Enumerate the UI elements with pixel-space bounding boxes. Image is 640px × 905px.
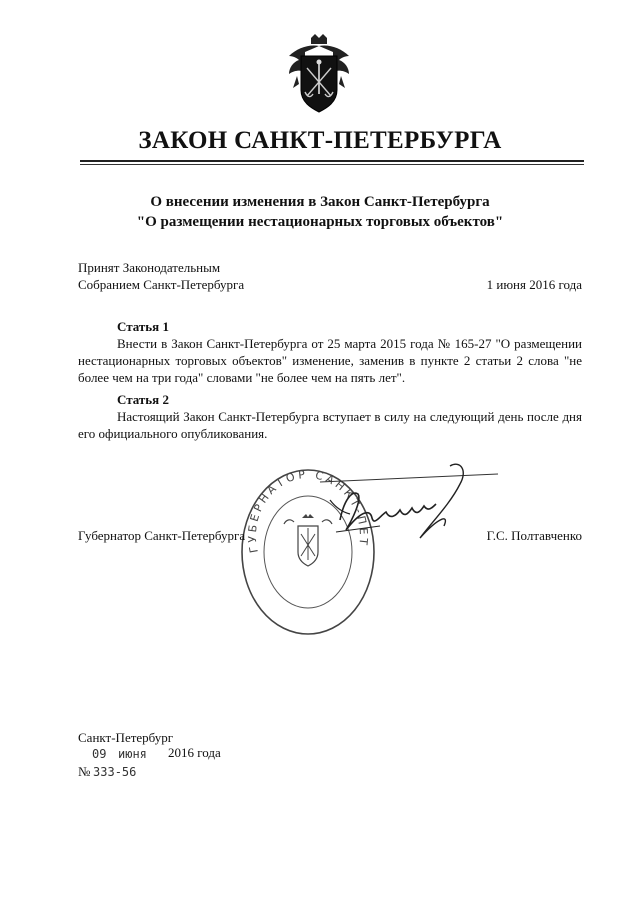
adoption-date: 1 июня 2016 года xyxy=(486,277,582,292)
article-2-text: Настоящий Закон Санкт-Петербурга вступает в силу на следующий день после дня его официального опубликования. xyxy=(78,409,582,441)
seal-text: ГУБЕРНАТОР САНКТ-ПЕТ xyxy=(245,467,371,554)
law-subject xyxy=(0,192,640,232)
law-subject-line-1: О внесении изменения в Закон Санкт-Петербурга xyxy=(150,194,490,210)
signing-day: 09 xyxy=(92,747,107,761)
law-subject-line-2: "О размещении нестационарных торговых объектов" xyxy=(136,214,504,230)
governor-title: Губернатор Санкт-Петербурга xyxy=(78,528,246,543)
document-number-prefix: № xyxy=(78,764,91,779)
signing-place: Санкт-Петербург xyxy=(78,730,174,745)
adoption-statement xyxy=(78,259,244,293)
document-number xyxy=(78,764,136,780)
article-2-heading: Статья 2 xyxy=(117,392,169,407)
title-divider-thin xyxy=(80,164,584,165)
article-1-text: Внести в Закон Санкт-Петербурга от 25 марта 2015 года № 165-27 "О размещении нестационарных торговых объектов" изменение, заменив в пункте 2 статьи 2 слова "не более чем на три года" словами "не более чем на пять лет". xyxy=(78,336,582,385)
adoption-line-1: Принят Законодательным xyxy=(78,260,221,275)
article-1-heading: Статья 1 xyxy=(117,319,169,334)
document-number-value: 333-56 xyxy=(93,765,137,779)
st-petersburg-coat-of-arms-icon xyxy=(283,34,355,116)
signing-month: июня xyxy=(118,747,147,761)
adoption-line-2: Собранием Санкт-Петербурга xyxy=(78,277,245,292)
title-divider xyxy=(80,160,584,162)
governor-name: Г.С. Полтавченко xyxy=(486,528,582,543)
signing-year: 2016 года xyxy=(168,745,221,760)
law-title: ЗАКОН САНКТ-ПЕТЕРБУРГА xyxy=(138,127,502,154)
governor-signature xyxy=(300,460,500,555)
